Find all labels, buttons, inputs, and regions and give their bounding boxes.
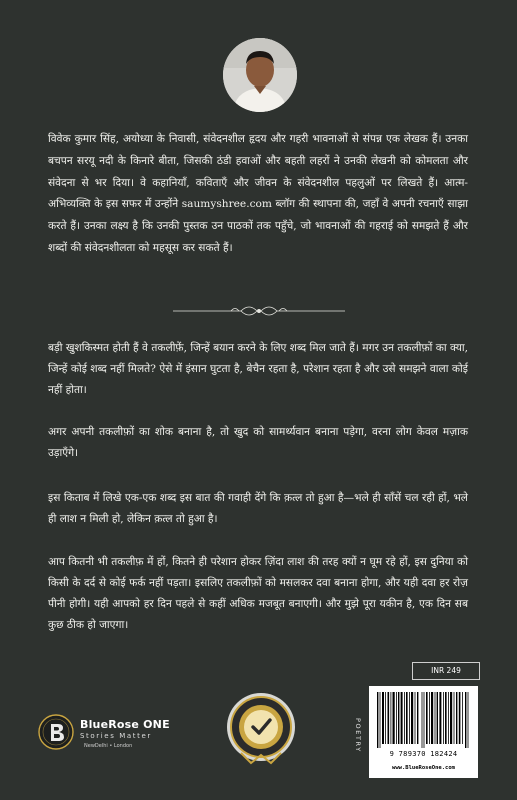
genre-label: POETRY <box>354 718 362 753</box>
publisher-tagline: Stories Matter <box>80 732 152 740</box>
barcode-icon <box>369 686 478 750</box>
isbn-barcode <box>369 686 478 778</box>
isbn-number: 9 789370 182424 <box>389 750 458 758</box>
publisher-logo <box>38 712 188 756</box>
price-label: INR 249 <box>412 662 480 680</box>
blurb-paragraph-4: आप कितनी भी तकलीफ़ में हों, कितने ही परेशान होकर ज़िंदा लाश की तरह क्यों न घूम रहे हों, इस दुनिया को किसी के दर्द से कोई फर्क नहीं पड़ता। इसलिए तकलीफ़ों को मसलकर दवा बनाना होगा, और यही दवा हर रोज़ पीनी होगी। यही आपको हर दिन पहले से कहीं अधिक मजबूत बनाएगी। और मुझे पूरा यकीन है, एक दिन सब कुछ ठीक हो जाएगा। <box>48 556 468 631</box>
publisher-locations: NewDelhi • London <box>84 743 133 749</box>
blurb-paragraph-2: अगर अपनी तकलीफ़ों का शोक बनाना है, तो खुद को सामर्थ्यवान बनाना पड़ेगा, वरना लोग केवल मज़ाक उड़ाएँगे। <box>48 426 468 459</box>
blurb-paragraph-1: बड़ी खुशकिस्मत होती हैं वे तकलीफ़ें, जिन्हें बयान करने के लिए शब्द मिल जाते हैं। मगर उन तकलीफ़ों का क्या, जिन्हें कोई शब्द नहीं मिलते? ऐसे में इंसान घुटता है, बेचैन रहता है, परेशान रहता है और उसे समझने वाला कोई नहीं होता। <box>48 342 468 396</box>
ornamental-divider <box>171 302 347 320</box>
author-bio: विवेक कुमार सिंह, अयोध्या के निवासी, संवेदनशील हृदय और गहरी भावनाओं से संपन्न एक लेखक हैं। उनका बचपन सरयू नदी के किनारे बीता, जिसकी ठंडी हवाओं और बहती लहरों ने उनकी लेखनी को कोमलता और संवेदना से भर दिया। वे कहानियाँ, कविताएँ और जीवन के संवेदनशील पहलुओं पर लिखते हैं। आत्म-अभिव्यक्ति के इस सफर में उन्होंने saumyshree.com ब्लॉग की स्थापना की, जहाँ वे अपनी रचनाएँ साझा करते हैं। उनका लक्ष्य है कि उनकी पुस्तक उन पाठकों तक पहुँचे, जो भावनाओं की गहराई को समझते हैं और शब्दों की संवेदनशीलता को महसूस कर सकते हैं। <box>48 133 468 254</box>
author-photo <box>223 38 297 112</box>
publisher-mark-icon <box>38 714 74 750</box>
publisher-name: BlueRose ONE <box>80 718 170 731</box>
publisher-website: www.BlueRoseOne.com <box>392 765 455 771</box>
blurb-paragraph-3: इस किताब में लिखे एक-एक शब्द इस बात की गवाही देंगे कि क़त्ल तो हुआ है—भले ही साँसें चल रही हों, भले ही लाश न मिली हो, लेकिन क़त्ल तो हुआ है। <box>48 492 468 525</box>
award-seal-icon <box>223 689 299 769</box>
